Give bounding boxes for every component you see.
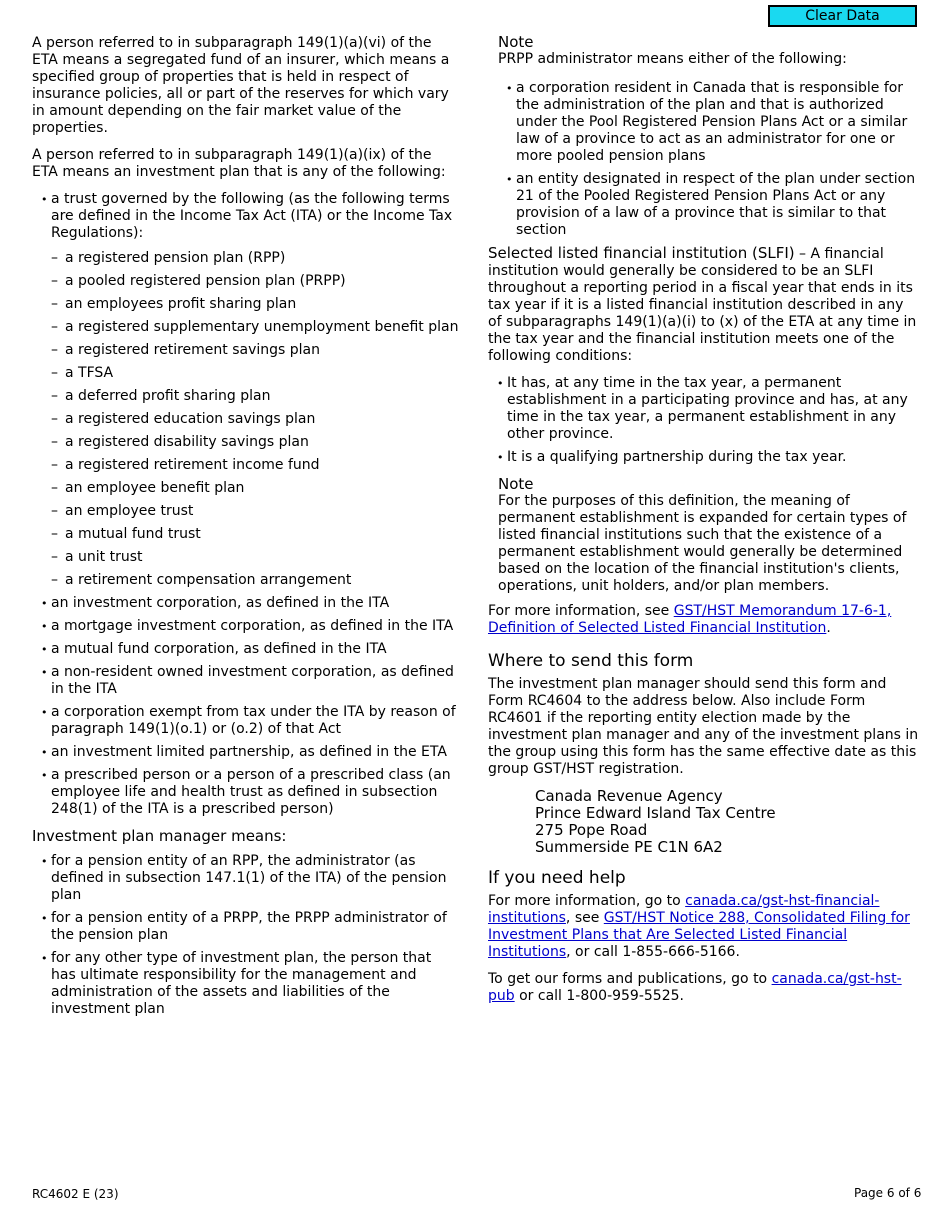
help-mid: , see (565, 910, 604, 926)
list-item: – a TFSA (32, 365, 460, 382)
prpp-administrator-list (497, 80, 920, 239)
right-column (488, 34, 920, 1015)
clear-data-button[interactable]: Clear Data (768, 5, 917, 27)
mailing-address (535, 788, 920, 856)
notice-288-link[interactable]: GST/HST Notice 288, Consolidated Filing for Investment Plans that Are Selected Listed Financial Institutions (488, 910, 910, 960)
trust-sublist (32, 250, 460, 589)
list-item: – an employees profit sharing plan (32, 296, 460, 313)
list-item: • an investment limited partnership, as defined in the ETA (32, 744, 460, 761)
slfi-definition (488, 245, 920, 365)
forms-suffix: or call 1-800-959-5525. (514, 988, 684, 1004)
investment-plan-manager-definition (32, 828, 460, 845)
address-line: Summerside PE C1N 6A2 (535, 838, 723, 856)
list-item: – a registered retirement income fund (32, 457, 460, 474)
list-item: – an employee trust (32, 503, 460, 520)
help-suffix: , or call 1-855-666-5166. (566, 944, 740, 960)
ipm-list (32, 853, 460, 1018)
list-item: – a pooled registered pension plan (PRPP) (32, 273, 460, 290)
prpp-note-text: PRPP administrator means either of the following: (498, 51, 847, 67)
list-item: – a registered disability savings plan (32, 434, 460, 451)
left-column (32, 35, 460, 1024)
list-item: • a prescribed person or a person of a prescribed class (an employee life and health trust as defined in subsection 248(1) of the ITA is a prescribed person) (32, 767, 460, 818)
list-item: • an entity designated in respect of the plan under section 21 of the Pooled Registered Pension Plans Act or any provision of a law of a province that is similar to that section (497, 171, 920, 239)
list-item: – an employee benefit plan (32, 480, 460, 497)
list-item: • a corporation resident in Canada that is responsible for the administration of the plan and that is authorized under the Pool Registered Pension Plans Act or a similar law of a province to act as an administrator for one or more pooled pension plans (497, 80, 920, 165)
note-label: Note (498, 475, 534, 493)
address-line: Canada Revenue Agency (535, 787, 723, 805)
note-label: Note (498, 33, 534, 51)
help-prefix: For more information, go to (488, 893, 686, 909)
list-item (32, 191, 460, 589)
form-identifier: RC4602 E (23) (32, 1187, 119, 1201)
address-line: Prince Edward Island Tax Centre (535, 804, 776, 822)
permanent-establishment-note: For the purposes of this definition, the meaning of permanent establishment is expanded for certain types of listed financial institutions such that the existence of a permanent establishment would generally be determined based on the location of the financial institution's clients, operations, unit holders, and/or plan members. (498, 493, 907, 594)
list-item: – a registered retirement savings plan (32, 342, 460, 359)
list-item: • an investment corporation, as defined in the ITA (32, 595, 460, 612)
forms-prefix: To get our forms and publications, go to (488, 971, 772, 987)
list-item: • a mutual fund corporation, as defined in the ITA (32, 641, 460, 658)
list-item: – a mutual fund trust (32, 526, 460, 543)
ipm-heading: Investment plan manager (32, 827, 227, 845)
slfi-text: – A financial institution would generally be considered to be an SLFI throughout a reporting period in a fiscal year that ends in its tax year if it is a listed financial institution described in any of subparagraphs 149(1)(a)(i) to (x) of the ETA at any time in the tax year and the financial institution meets one of the following conditions: (488, 246, 917, 364)
more-info-prefix: For more information, see (488, 603, 674, 619)
more-info-suffix: . (826, 620, 831, 636)
investment-plan-intro: A person referred to in subparagraph 149(1)(a)(ix) of the ETA means an investment plan that is any of the following: (32, 147, 446, 180)
list-item: • for any other type of investment plan, the person that has ultimate responsibility for the management and administration of the assets and liabilities of the investment plan (32, 950, 460, 1018)
help-heading: If you need help (488, 868, 626, 888)
list-item: – a unit trust (32, 549, 460, 566)
where-to-send-heading: Where to send this form (488, 651, 694, 671)
list-item: • It is a qualifying partnership during the tax year. (488, 449, 920, 466)
trust-item-text: a trust governed by the following (as the following terms are defined in the Income Tax Act (ITA) or the Income Tax Regulations): (51, 191, 453, 241)
where-to-send-text: The investment plan manager should send this form and Form RC4604 to the address below. Also include Form RC4601 if the reporting entity election made by the investment plan manager and any of the investment plans in the group using this form has the same effective date as this group GST/HST registration. (488, 676, 919, 777)
slfi-heading: Selected listed financial institution (SLFI) (488, 244, 795, 262)
slfi-conditions-list (488, 375, 920, 466)
memorandum-link[interactable]: GST/HST Memorandum 17-6-1, Definition of Selected Listed Financial Institution (488, 603, 892, 636)
gst-hst-pub-link[interactable]: canada.ca/gst-hst-pub (488, 971, 902, 1004)
list-item: – a registered pension plan (RPP) (32, 250, 460, 267)
list-item: • for a pension entity of a PRPP, the PRPP administrator of the pension plan (32, 910, 460, 944)
list-item: • a mortgage investment corporation, as defined in the ITA (32, 618, 460, 635)
list-item: • It has, at any time in the tax year, a permanent establishment in a participating province and has, at any time in the tax year, a permanent establishment in any other province. (488, 375, 920, 443)
page-number: Page 6 of 6 (854, 1186, 922, 1200)
list-item: • a non-resident owned investment corporation, as defined in the ITA (32, 664, 460, 698)
address-line: 275 Pope Road (535, 821, 648, 839)
list-item: – a registered supplementary unemployment benefit plan (32, 319, 460, 336)
list-item: • a corporation exempt from tax under the ITA by reason of paragraph 149(1)(o.1) or (o.2) of that Act (32, 704, 460, 738)
list-item: • for a pension entity of an RPP, the administrator (as defined in subsection 147.1(1) of the ITA) of the pension plan (32, 853, 460, 904)
investment-plan-list (32, 191, 460, 818)
help-paragraph (488, 893, 920, 961)
financial-institutions-link[interactable]: canada.ca/gst-hst-financial-institutions (488, 893, 880, 926)
list-item: – a deferred profit sharing plan (32, 388, 460, 405)
list-item: – a registered education savings plan (32, 411, 460, 428)
forms-paragraph (488, 971, 920, 1005)
segregated-fund-paragraph: A person referred to in subparagraph 149(1)(a)(vi) of the ETA means a segregated fund of an insurer, which means a specified group of properties that is held in respect of insurance policies, all or part of the reserves for which vary in amount depending on the fair market value of the properties. (32, 35, 450, 136)
list-item: – a retirement compensation arrangement (32, 572, 460, 589)
ipm-means: means: (226, 827, 287, 845)
more-info-paragraph (488, 603, 920, 637)
